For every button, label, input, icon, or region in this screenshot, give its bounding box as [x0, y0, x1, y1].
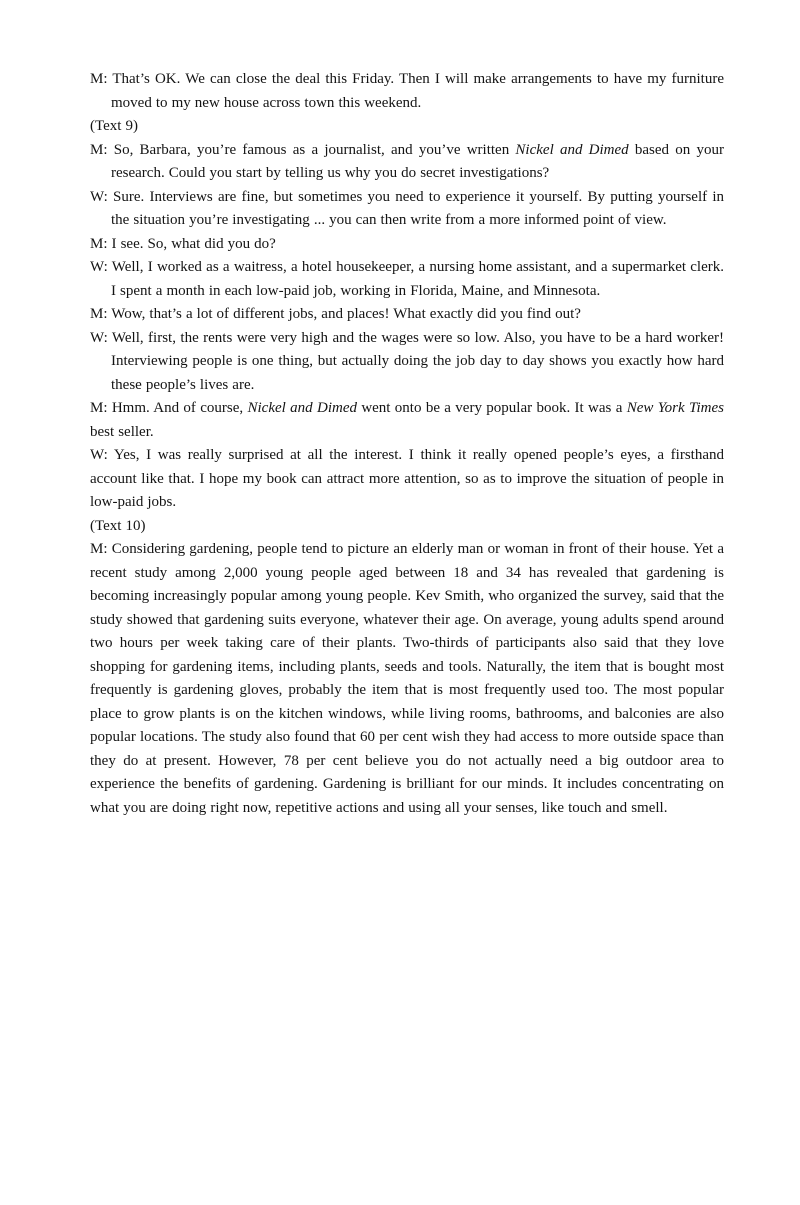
paragraph-text: W: Sure. Interviews are fine, but sometimes you need to experience it yourself. By putting yourself in the situation you’re investigating ... you can then write from a more informed point of view.	[90, 188, 724, 228]
paragraph-text: W: Yes, I was really surprised at all the interest. I think it really opened people’s eyes, a firsthand account like that. I hope my book can attract more attention, so as to improve the situation of people in low-paid jobs.	[90, 447, 724, 510]
paragraph-text: W: Well, first, the rents were very high and the wages were so low. Also, you have to be a hard worker! Interviewing people is one thing, but actually doing the job day to day shows you exactly how hard these people’s lives are.	[90, 329, 724, 393]
transcript-paragraph	[90, 68, 724, 115]
transcript-paragraph	[90, 233, 724, 257]
transcript-paragraph	[90, 303, 724, 327]
transcript-paragraph	[90, 139, 724, 186]
italic-title-text: Nickel and Dimed	[247, 400, 357, 416]
italic-title-text: Nickel and Dimed	[515, 141, 629, 158]
transcript-paragraph	[90, 256, 724, 303]
paragraph-text: best seller.	[90, 423, 154, 440]
transcript-paragraph	[90, 515, 724, 539]
italic-title-text: New York Times	[626, 400, 724, 416]
transcript-paragraph	[90, 115, 724, 139]
paragraph-text: went onto be a very popular book. It was a	[356, 400, 627, 416]
paragraph-text: M: That’s OK. We can close the deal this Friday. Then I will make arrangements to have my furniture moved to my new house across town this weekend.	[90, 71, 724, 111]
transcript-paragraph	[90, 397, 724, 444]
paragraph-text: M: I see. So, what did you do?	[90, 235, 276, 252]
paragraph-text: M: Hmm. And of course,	[90, 400, 248, 416]
paragraph-text: based on your research. Could you start by telling us why you do secret investigations?	[111, 141, 724, 181]
transcript-paragraph	[90, 327, 724, 398]
transcript-paragraph	[90, 444, 724, 515]
paragraph-text: W: Well, I worked as a waitress, a hotel housekeeper, a nursing home assistant, and a supermarket clerk. I spent a month in each low-paid job, working in Florida, Maine, and Minnesota.	[90, 259, 724, 299]
paragraph-text: M: So, Barbara, you’re famous as a journalist, and you’ve written	[90, 141, 516, 158]
paragraph-text: (Text 9)	[90, 118, 138, 134]
transcript-paragraph	[90, 186, 724, 233]
paragraph-text: (Text 10)	[90, 517, 146, 534]
transcript-body	[90, 68, 724, 820]
paragraph-text: M: Wow, that’s a lot of different jobs, and places! What exactly did you find out?	[90, 306, 581, 322]
transcript-paragraph	[90, 538, 724, 820]
paragraph-text: M: Considering gardening, people tend to picture an elderly man or woman in front of their house. Yet a recent study among 2,000 young people aged between 18 and 34 has revealed that gardening is becoming increasingly popular among young people. Kev Smith, who organized the survey, said that the study showed that gardening suits everyone, whatever their age. On average, young adults spend around two hours per week taking care of their plants. Two-thirds of participants also said that they love shopping for gardening items, including plants, seeds and tools. Naturally, the item that is bought most frequently is gardening gloves, probably the item that is most frequently used too. The most popular place to grow plants is on the kitchen windows, while living rooms, bathrooms, and balconies are also popular locations. The study also found that 60 per cent wish they had access to more outside space than they do at present. However, 78 per cent believe you do not actually need a big outdoor area to experience the benefits of gardening. Gardening is brilliant for our minds. It includes concentrating on what you are doing right now, repetitive actions and using all your senses, like touch and smell.	[90, 541, 724, 816]
